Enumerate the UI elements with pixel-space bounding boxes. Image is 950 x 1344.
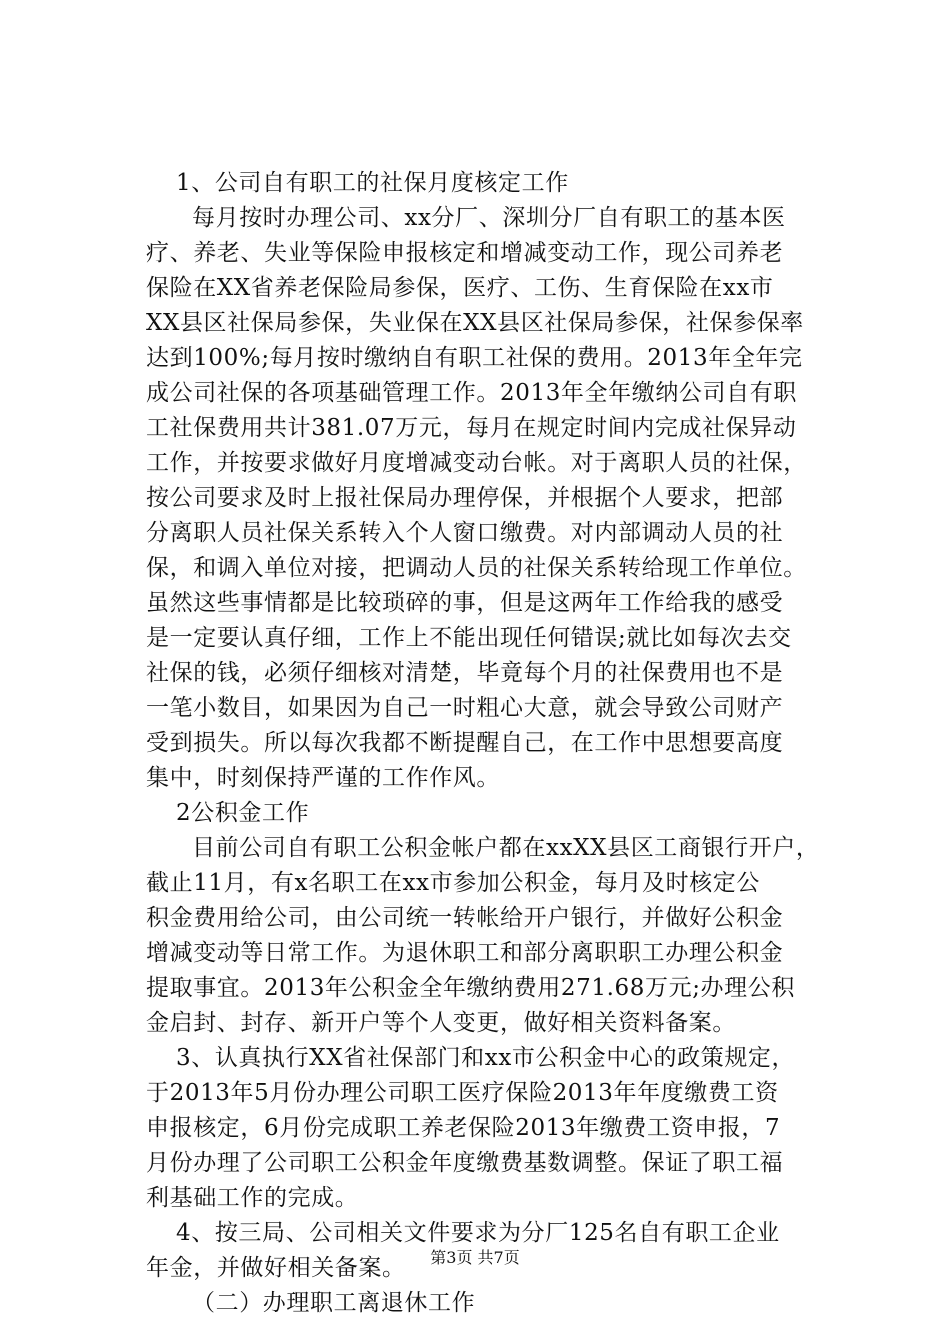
paragraph-line: 一笔小数目，如果因为自己一时粗心大意，就会导致公司财产: [146, 695, 784, 721]
paragraph-line: 金启封、封存、新开户等个人变更，做好相关资料备案。: [146, 1010, 736, 1036]
paragraph-line: 分离职人员社保关系转入个人窗口缴费。对内部调动人员的社: [146, 520, 784, 546]
paragraph-line: 疗、养老、失业等保险申报核定和增减变动工作，现公司养老: [146, 240, 784, 266]
page-footer: 第3页 共7页: [430, 1248, 520, 1267]
paragraph-line: 利基础工作的完成。: [146, 1185, 359, 1211]
paragraph-line: 按公司要求及时上报社保局办理停保，并根据个人要求，把部: [146, 485, 784, 511]
paragraph-line: 积金费用给公司，由公司统一转帐给开户银行，并做好公积金: [146, 905, 784, 931]
paragraph-line: 保，和调入单位对接，把调动人员的社保关系转给现工作单位。: [146, 555, 807, 581]
paragraph-line: 成公司社保的各项基础管理工作。2013年全年缴纳公司自有职: [146, 380, 797, 406]
paragraph-line: XX县区社保局参保，失业保在XX县区社保局参保，社保参保率: [146, 310, 804, 336]
paragraph-line: 保险在XX省养老保险局参保，医疗、工伤、生育保险在xx市: [146, 275, 774, 301]
section-heading-social-insurance: 1、公司自有职工的社保月度核定工作: [176, 170, 569, 196]
paragraph-line: 申报核定，6月份完成职工养老保险2013年缴费工资申报，7: [146, 1115, 781, 1141]
paragraph-line: 年金，并做好相关备案。: [146, 1255, 406, 1281]
paragraph-line: 每月按时办理公司、xx分厂、深圳分厂自有职工的基本医: [192, 205, 786, 231]
paragraph-line: 受到损失。所以每次我都不断提醒自己，在工作中思想要高度: [146, 730, 784, 756]
section-heading-retirement: （二）办理职工离退休工作: [192, 1290, 476, 1316]
paragraph-line: 提取事宜。2013年公积金全年缴纳费用271.68万元;办理公积: [146, 975, 795, 1001]
paragraph-line: 虽然这些事情都是比较琐碎的事，但是这两年工作给我的感受: [146, 590, 784, 616]
paragraph-line: 工社保费用共计381.07万元，每月在规定时间内完成社保异动: [146, 415, 797, 441]
paragraph-line: 截止11月，有x名职工在xx市参加公积金，每月及时核定公: [146, 870, 760, 896]
paragraph-line: 3、认真执行XX省社保部门和xx市公积金中心的政策规定，: [176, 1045, 796, 1071]
document-body: [146, 166, 836, 1321]
paragraph-line: 社保的钱，必须仔细核对清楚，毕竟每个月的社保费用也不是: [146, 660, 784, 686]
paragraph-line: 4、按三局、公司相关文件要求为分厂125名自有职工企业: [176, 1220, 780, 1246]
paragraph-line: 工作，并按要求做好月度增减变动台帐。对于离职人员的社保，: [146, 450, 807, 476]
paragraph-line: 目前公司自有职工公积金帐户都在xxXX县区工商银行开户，: [192, 835, 820, 861]
paragraph-line: 达到100%;每月按时缴纳自有职工社保的费用。2013年全年完: [146, 345, 803, 371]
paragraph-line: 于2013年5月份办理公司职工医疗保险2013年年度缴费工资: [146, 1080, 779, 1106]
paragraph-line: 增减变动等日常工作。为退休职工和部分离职职工办理公积金: [146, 940, 784, 966]
paragraph-line: 月份办理了公司职工公积金年度缴费基数调整。保证了职工福: [146, 1150, 784, 1176]
paragraph-line: 是一定要认真仔细，工作上不能出现任何错误;就比如每次去交: [146, 625, 792, 651]
section-heading-housing-fund: 2公积金工作: [176, 800, 310, 826]
paragraph-line: 集中，时刻保持严谨的工作作风。: [146, 765, 500, 791]
